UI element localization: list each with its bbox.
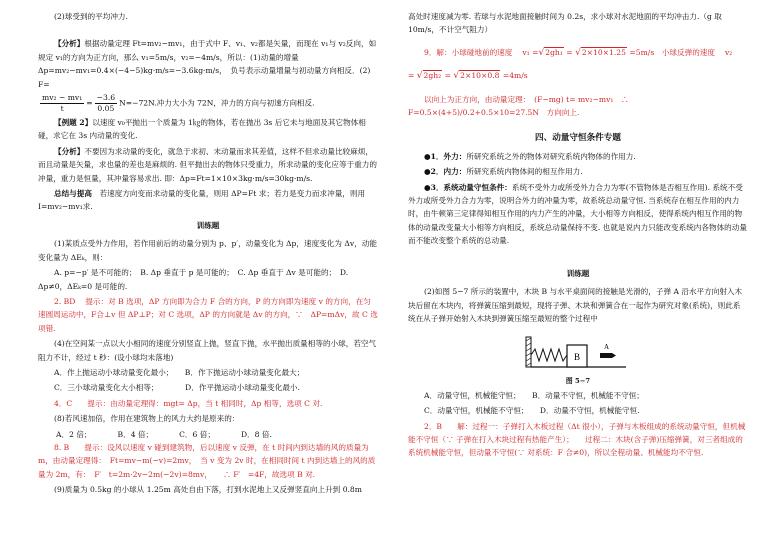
left-column	[38, 10, 378, 499]
answer-2: 2. BD 提示：对 B 选项，ΔP 方向即为合力 F 合的方向，P 的方向即为速度 v 的方向，在匀速圆周运动中，F合⊥v 但 ΔP⊥P；对 C 选项，ΔP 的方向就是 Δv 的方向，∵ ΔP=mΔv，故 C 选项错.	[38, 296, 378, 333]
analysis-2	[38, 145, 378, 185]
analysis-label: 【分析】	[54, 146, 85, 156]
summary	[38, 187, 378, 214]
sqrt-symbol: √	[575, 47, 581, 58]
answer-9-tail: =4m/s	[500, 71, 528, 81]
wall	[526, 337, 531, 367]
bullet-conservation-condition	[408, 181, 748, 248]
sqrt-expression: 2×10×1.25	[581, 47, 626, 57]
sqrt-symbol: √	[453, 71, 460, 82]
fraction-values	[95, 93, 117, 114]
analysis-1-result: N=−72N.冲力大小为 72N，冲力的方向与初速方向相反.	[119, 98, 315, 108]
question-part-2: (2)球受到的平均冲力.	[54, 12, 128, 21]
answer-9-line-1	[408, 46, 748, 60]
analysis-2-text: 不要因为求动量的变化，就急于求初、末动量而求其差值，这样不但求动量比较麻烦，而且动量是矢量，求也量的差也是麻烦的. 但平抛出去的物体只受重力，所求动量的变化应等于重力的冲量，重力是恒量，其冲量容易求出. 即：Δp=Ft=1×10×3kg·m/s=30kg·m/s.	[38, 146, 377, 183]
equals-sign: =	[86, 98, 93, 108]
bullet-label: ●3．系统动量守恒条件：	[424, 182, 512, 192]
example-2	[38, 116, 378, 143]
answer-9-tail: =5m/s 小球反弹的速度 v₂	[626, 47, 733, 57]
fraction-numerator: mv₂ − mv₁	[42, 93, 83, 103]
answer-9-line-2	[408, 69, 748, 83]
bullet-internal-force	[408, 165, 748, 178]
equals-sign: =	[408, 71, 417, 81]
force-formula	[38, 93, 378, 114]
question-4: (4)在空间某一点以大小相同的速度分别竖直上抛，竖直下抛，水平抛出质量相等的小球，若空气阻力不计，经过 t 秒：(设小球均未落地)	[38, 339, 377, 362]
figure-5-7-diagram	[518, 329, 638, 375]
spring	[531, 349, 567, 361]
question-8-options	[38, 428, 378, 441]
block-b-label: B	[574, 352, 581, 363]
sqrt-expression: 2×10×0.8	[460, 71, 500, 81]
sqrt-symbol: √	[416, 71, 423, 82]
question-4-option-cd: C．三小球动量变化大小相等； D．作平抛运动小球动量变化最小.	[54, 383, 300, 393]
fraction-denominator: t	[60, 104, 64, 114]
bullet-label: ●2．内力：	[424, 167, 467, 177]
answer-4: 4．C 提示：由动量定理得：mgt= Δp，当 t 相同时，Δp 相等，选项 C 对.	[54, 398, 323, 408]
bullet-text: 所研究系统之外的物体对研究系统内物体的作用力.	[466, 151, 636, 161]
question-4-option-ab: A．作上抛运动小球动量变化最小； B．作下抛运动小球动量变化最大；	[54, 367, 305, 377]
equals-sign: =	[442, 71, 454, 81]
question-8: (8)若风速加倍，作用在建筑物上的风力大约是原来的：	[54, 414, 240, 424]
question-2-option-cd: C．动量守恒，机械能不守恒； D．动量不守恒，机械能守恒.	[424, 406, 640, 416]
example-label: 【例题 2】	[54, 118, 93, 128]
option-c: C．6 倍；	[179, 429, 215, 439]
summary-text: 若速度方向变而求动量的变化量，则用 ΔP=Ft 求；若力是变力而求冲量，则用 I=mv₂−mv₁求.	[38, 189, 366, 212]
training-title: 训练题	[566, 268, 590, 278]
bullet-label: ●1．外力：	[424, 151, 467, 161]
bullet-a-label: A	[604, 343, 610, 352]
bullet-a	[600, 353, 616, 358]
example-2-text: 以速度 v₀平抛出一个质量为 1㎏的物体，若在抛出 3s 后它未与地面及其它物体相碰，求它在 3s 内动量的变化.	[38, 118, 366, 141]
summary-label: 总结与提高	[54, 189, 92, 199]
fraction-denominator: 0.05	[97, 104, 115, 114]
equals-sign: =	[563, 47, 576, 57]
fraction-momentum	[40, 93, 84, 114]
option-d: D．8 倍.	[240, 429, 272, 439]
question-1-options: A. p=−p′ 是不可能的； B. Δp 垂直于 p 是可能的； C. Δp 垂直于 Δv 是可能的； D. Δp≠0，ΔEₖ=0 是可能的.	[38, 268, 349, 291]
question-9: (9)质量为 0.5kg 的小球从 1.25m 高处自由下落，打到水泥地上又反弹竖直向上升到 0.8m	[54, 485, 362, 495]
question-2: (2)如图 5−7 所示的装置中，木块 B 与水平桌面间的接触是光滑的，子弹 A 沿水平方向射入木块后留在木块内，将弹簧压缩到最短，现将子弹、木块和弹簧合在一起作为研究对象(系统)，则此系统在从子弹开始射入木块到弹簧压缩至最短的整个过程中	[408, 287, 743, 323]
analysis-label: 【分析】	[54, 39, 85, 49]
answer-9-prefix: 9．解：小球碰地前的速度 v₁ =	[424, 47, 539, 57]
fraction-numerator: −3.6	[96, 93, 116, 103]
answer-8: 8. B 提示：设风以速度 v 碰到建筑物，后以速度 v 反弹，在 t 时间内到达墙的风的质量为 m，由动量定理得： Ft=mv−m(−v)=2mv， 当 v 变为 2v 时，在相同时间 t 内到达墙上的风的质量为 2m，有： F′ t=2m·2v−2m(−2v)=8mv， ∴ F′ =4F，故选项 B 对.	[38, 442, 376, 479]
bullet-text: 所研究系统内物体间的相互作用力.	[466, 167, 583, 177]
question-9-continued: 高处时速度减为零. 若球与水泥地面接触时间为 0.2s，求小球对水泥地面的平均冲击力.（g 取 10m/s，不计空气阻力）	[408, 12, 722, 35]
question-1: (1)某质点受外力作用，若作用前后的动量分别为 p、p′，动量变化为 Δp，速度变化为 Δv，动能变化量为 ΔEₖ，则：	[38, 239, 377, 262]
training-title: 训练题	[196, 220, 220, 230]
sqrt-expression: 2gh₁	[545, 47, 563, 57]
figure-caption: 图 5−7	[565, 377, 591, 386]
answer-9-line-3: 以向上为正方向，由动量定理： (F−mg) t= mv₂−mv₁ ∴ F=0.5×(4+5)/0.2+0.5×10=27.5N 方向向上.	[408, 94, 629, 118]
option-a: A．2 倍；	[56, 429, 92, 439]
option-b: B．4 倍；	[117, 429, 154, 439]
section-title: 四、动量守恒条件专题	[535, 133, 621, 144]
sqrt-symbol: √	[538, 47, 545, 58]
question-2-option-ab: A．动量守恒，机械能守恒； B．动量不守恒，机械能不守恒；	[424, 390, 644, 400]
analysis-1	[38, 37, 378, 91]
analysis-1-text: 根据动量定理 Ft=mv₂−mv₁，由于式中 F、v₁、v₂都是矢量，而现在 v₁与 v₂反向，如规定 v₁的方向为正方向，那么 v₁=5m/s，v₂=−4m/s，所以：(1)动量的增量 Δp=mv₂−mv₁=0.4×(−4−5)kg·m/s=−3.6kg·m/s， 负号表示动量增量与初动量方向相反．(2) F=	[38, 39, 377, 89]
answer-2-right: 2．B 解：过程一：子弹打入木板过程（Δt 很小），子弹与木板组成的系统动量守恒，但机械能不守恒（∵ 子弹在打入木块过程有热能产生）； 过程二：木块(含子弹)压缩弹簧，对三者组成的系统机械能守恒，但动量不守恒(∵ 对系统：F 合≠0)，所以全程动量、机械能均不守恒.	[408, 421, 746, 458]
bullet-text: 系统不受外力或所受外力合力为零(不管物体是否相互作用). 系统不受外力或所受外力合力为零，说明合外力的冲量为零，故系统总动量守恒. 当系统存在相互作用的内力时，由牛顿第三定律得知相互作用的内力产生的冲量，大小相等方向相反，使得系统内相互作用的物体的动量改变量大小相等方向相反，系统总动量保持不变. 也就是说内力只能改变系统内各物体的动量而不能改变整个系统的总动量.	[408, 182, 747, 246]
sqrt-expression: 2gh₂	[423, 71, 442, 81]
right-column	[408, 10, 748, 462]
bullet-external-force	[408, 150, 748, 163]
